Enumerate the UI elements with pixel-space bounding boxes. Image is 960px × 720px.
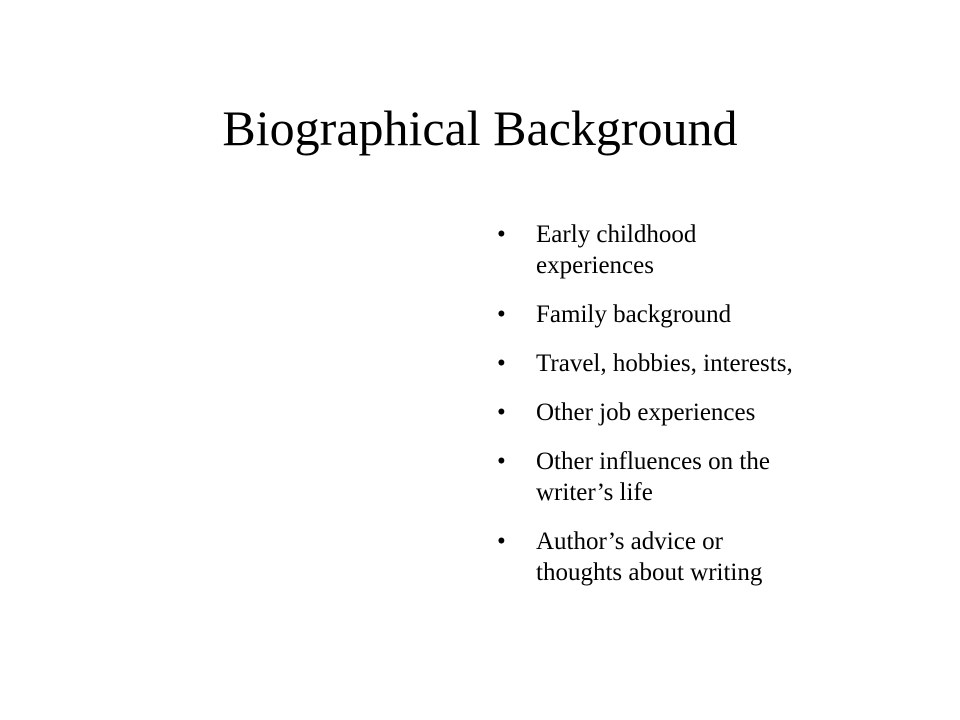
bullet-text-line-1: Travel, hobbies, interests, — [536, 350, 793, 377]
bullet-marker: • — [497, 221, 506, 248]
bullet-text-line-1: Other job experiences — [536, 399, 756, 426]
bullet-text-line-2: thoughts about writing — [536, 559, 763, 586]
bullet-item-early-childhood — [497, 219, 897, 281]
bullet-item-travel-hobbies — [497, 348, 897, 379]
bullet-text-line-2: writer’s life — [536, 479, 653, 506]
bullet-item-other-job-experiences — [497, 397, 897, 428]
bullet-text-line-1: Early childhood — [536, 221, 697, 248]
bullet-text-line-1: Other influences on the — [536, 448, 770, 475]
bullet-marker: • — [497, 399, 506, 426]
bullet-text-line-1: Family background — [536, 301, 732, 328]
bullet-list — [497, 219, 897, 606]
bullet-marker: • — [497, 448, 506, 475]
bullet-text-line-1: Author’s advice or — [536, 528, 723, 555]
bullet-marker: • — [497, 301, 506, 328]
bullet-item-family-background — [497, 299, 897, 330]
bullet-text-line-2: experiences — [536, 252, 654, 279]
slide-title: Biographical Background — [222, 100, 738, 156]
bullet-marker: • — [497, 528, 506, 555]
bullet-item-other-influences — [497, 446, 897, 508]
bullet-marker: • — [497, 350, 506, 377]
bullet-item-authors-advice — [497, 526, 897, 588]
